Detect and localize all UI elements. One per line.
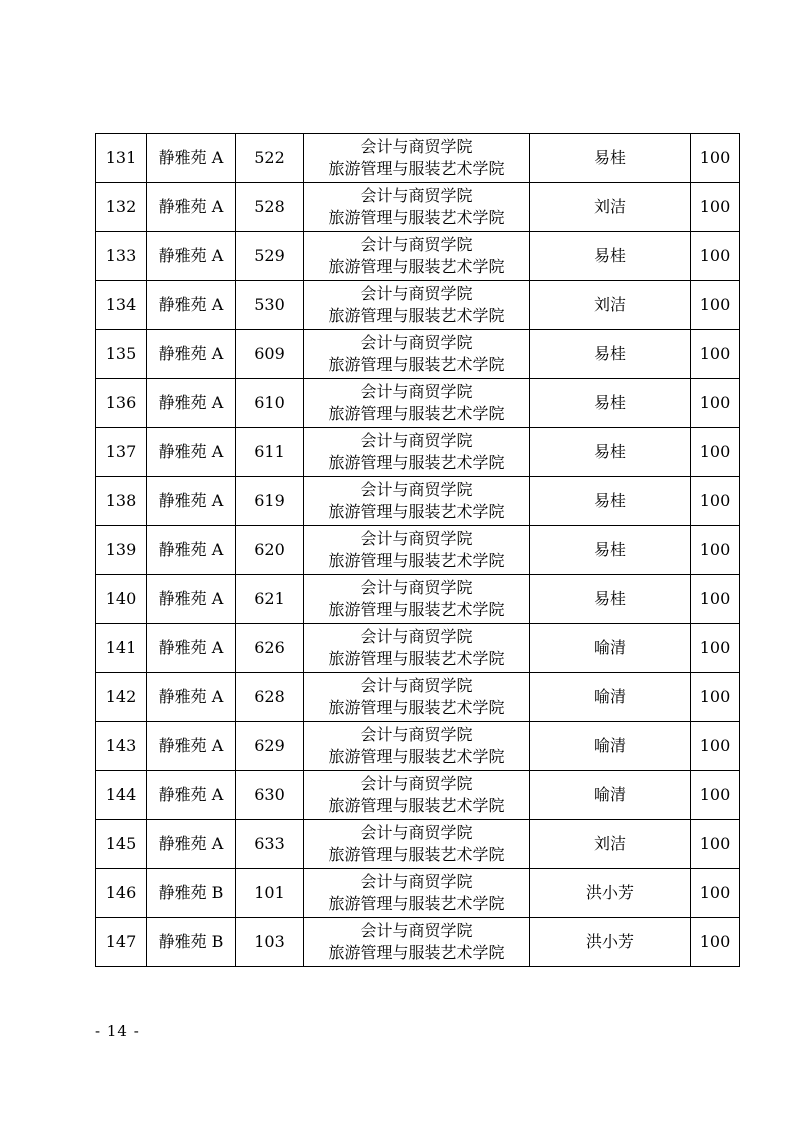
room-number-cell: 628: [236, 673, 304, 722]
building-cell: 静雅苑 A: [147, 820, 236, 869]
inspector-cell: 刘洁: [530, 281, 691, 330]
row-number-cell: 141: [96, 624, 147, 673]
room-number-cell: 621: [236, 575, 304, 624]
room-number-cell: 620: [236, 526, 304, 575]
row-number-cell: 132: [96, 183, 147, 232]
inspector-cell: 易桂: [530, 477, 691, 526]
row-number-cell: 147: [96, 918, 147, 967]
score-cell: 100: [691, 428, 740, 477]
building-cell: 静雅苑 A: [147, 771, 236, 820]
inspector-cell: 易桂: [530, 330, 691, 379]
college-cell: [304, 624, 530, 673]
college-line-2: 旅游管理与服装艺术学院: [328, 453, 505, 472]
college-line-2: 旅游管理与服装艺术学院: [328, 551, 505, 570]
row-number-cell: 144: [96, 771, 147, 820]
inspector-cell: 易桂: [530, 428, 691, 477]
college-cell: [304, 918, 530, 967]
college-line-1: 会计与商贸学院: [360, 725, 473, 744]
row-number-cell: 137: [96, 428, 147, 477]
inspector-cell: 刘洁: [530, 820, 691, 869]
score-cell: 100: [691, 183, 740, 232]
inspector-cell: 洪小芳: [530, 918, 691, 967]
college-line-1: 会计与商贸学院: [360, 186, 473, 205]
table-row: [96, 330, 740, 379]
score-cell: 100: [691, 330, 740, 379]
college-line-2: 旅游管理与服装艺术学院: [328, 747, 505, 766]
table-row: [96, 379, 740, 428]
college-line-1: 会计与商贸学院: [360, 921, 473, 940]
building-cell: 静雅苑 A: [147, 624, 236, 673]
inspector-cell: 易桂: [530, 134, 691, 183]
score-cell: 100: [691, 232, 740, 281]
college-line-2: 旅游管理与服装艺术学院: [328, 845, 505, 864]
table-row: [96, 624, 740, 673]
room-number-cell: 529: [236, 232, 304, 281]
inspector-cell: 易桂: [530, 526, 691, 575]
college-cell: [304, 869, 530, 918]
table-row: [96, 869, 740, 918]
inspector-cell: 洪小芳: [530, 869, 691, 918]
room-number-cell: 609: [236, 330, 304, 379]
building-cell: 静雅苑 A: [147, 281, 236, 330]
building-cell: 静雅苑 A: [147, 428, 236, 477]
college-cell: [304, 673, 530, 722]
row-number-cell: 145: [96, 820, 147, 869]
college-line-2: 旅游管理与服装艺术学院: [328, 257, 505, 276]
building-cell: 静雅苑 A: [147, 232, 236, 281]
building-cell: 静雅苑 A: [147, 134, 236, 183]
row-number-cell: 134: [96, 281, 147, 330]
row-number-cell: 139: [96, 526, 147, 575]
college-line-1: 会计与商贸学院: [360, 529, 473, 548]
row-number-cell: 135: [96, 330, 147, 379]
building-cell: 静雅苑 B: [147, 869, 236, 918]
table-row: [96, 134, 740, 183]
college-cell: [304, 428, 530, 477]
college-line-1: 会计与商贸学院: [360, 823, 473, 842]
table-body: [96, 134, 740, 967]
dormitory-score-table: [95, 133, 740, 967]
score-cell: 100: [691, 722, 740, 771]
room-number-cell: 522: [236, 134, 304, 183]
inspector-cell: 易桂: [530, 232, 691, 281]
college-line-1: 会计与商贸学院: [360, 774, 473, 793]
college-cell: [304, 330, 530, 379]
room-number-cell: 103: [236, 918, 304, 967]
college-line-1: 会计与商贸学院: [360, 382, 473, 401]
college-cell: [304, 134, 530, 183]
room-number-cell: 630: [236, 771, 304, 820]
building-cell: 静雅苑 A: [147, 722, 236, 771]
page-number: - 14 -: [95, 1022, 140, 1040]
score-cell: 100: [691, 526, 740, 575]
table-row: [96, 918, 740, 967]
score-cell: 100: [691, 820, 740, 869]
college-line-2: 旅游管理与服装艺术学院: [328, 796, 505, 815]
room-number-cell: 619: [236, 477, 304, 526]
college-cell: [304, 820, 530, 869]
row-number-cell: 143: [96, 722, 147, 771]
inspector-cell: 易桂: [530, 575, 691, 624]
college-line-2: 旅游管理与服装艺术学院: [328, 649, 505, 668]
inspector-cell: 易桂: [530, 379, 691, 428]
building-cell: 静雅苑 A: [147, 379, 236, 428]
score-cell: 100: [691, 771, 740, 820]
table-row: [96, 526, 740, 575]
room-number-cell: 626: [236, 624, 304, 673]
building-cell: 静雅苑 A: [147, 673, 236, 722]
table-row: [96, 477, 740, 526]
inspector-cell: 刘洁: [530, 183, 691, 232]
row-number-cell: 146: [96, 869, 147, 918]
building-cell: 静雅苑 A: [147, 526, 236, 575]
college-line-2: 旅游管理与服装艺术学院: [328, 159, 505, 178]
building-cell: 静雅苑 B: [147, 918, 236, 967]
college-cell: [304, 183, 530, 232]
college-line-1: 会计与商贸学院: [360, 284, 473, 303]
college-line-2: 旅游管理与服装艺术学院: [328, 355, 505, 374]
table-row: [96, 428, 740, 477]
inspector-cell: 喻清: [530, 722, 691, 771]
college-line-1: 会计与商贸学院: [360, 235, 473, 254]
score-cell: 100: [691, 477, 740, 526]
college-cell: [304, 477, 530, 526]
room-number-cell: 610: [236, 379, 304, 428]
college-line-1: 会计与商贸学院: [360, 431, 473, 450]
room-number-cell: 528: [236, 183, 304, 232]
score-cell: 100: [691, 673, 740, 722]
score-cell: 100: [691, 624, 740, 673]
college-cell: [304, 771, 530, 820]
building-cell: 静雅苑 A: [147, 477, 236, 526]
college-line-1: 会计与商贸学院: [360, 137, 473, 156]
table-row: [96, 771, 740, 820]
college-line-2: 旅游管理与服装艺术学院: [328, 208, 505, 227]
score-cell: 100: [691, 869, 740, 918]
building-cell: 静雅苑 A: [147, 575, 236, 624]
table-row: [96, 183, 740, 232]
score-cell: 100: [691, 134, 740, 183]
table-row: [96, 673, 740, 722]
building-cell: 静雅苑 A: [147, 183, 236, 232]
college-cell: [304, 281, 530, 330]
inspector-cell: 喻清: [530, 771, 691, 820]
college-line-2: 旅游管理与服装艺术学院: [328, 404, 505, 423]
room-number-cell: 633: [236, 820, 304, 869]
row-number-cell: 133: [96, 232, 147, 281]
college-line-2: 旅游管理与服装艺术学院: [328, 698, 505, 717]
college-cell: [304, 526, 530, 575]
room-number-cell: 611: [236, 428, 304, 477]
building-cell: 静雅苑 A: [147, 330, 236, 379]
table-row: [96, 575, 740, 624]
score-cell: 100: [691, 281, 740, 330]
college-line-1: 会计与商贸学院: [360, 627, 473, 646]
college-line-1: 会计与商贸学院: [360, 676, 473, 695]
college-line-1: 会计与商贸学院: [360, 578, 473, 597]
row-number-cell: 136: [96, 379, 147, 428]
room-number-cell: 629: [236, 722, 304, 771]
college-line-2: 旅游管理与服装艺术学院: [328, 894, 505, 913]
college-line-1: 会计与商贸学院: [360, 333, 473, 352]
college-cell: [304, 379, 530, 428]
table-row: [96, 722, 740, 771]
score-cell: 100: [691, 379, 740, 428]
row-number-cell: 138: [96, 477, 147, 526]
row-number-cell: 140: [96, 575, 147, 624]
table-row: [96, 281, 740, 330]
college-line-2: 旅游管理与服装艺术学院: [328, 600, 505, 619]
room-number-cell: 101: [236, 869, 304, 918]
college-line-2: 旅游管理与服装艺术学院: [328, 306, 505, 325]
college-line-1: 会计与商贸学院: [360, 872, 473, 891]
row-number-cell: 131: [96, 134, 147, 183]
room-number-cell: 530: [236, 281, 304, 330]
college-cell: [304, 722, 530, 771]
table-row: [96, 232, 740, 281]
college-cell: [304, 232, 530, 281]
college-line-1: 会计与商贸学院: [360, 480, 473, 499]
row-number-cell: 142: [96, 673, 147, 722]
college-line-2: 旅游管理与服装艺术学院: [328, 502, 505, 521]
inspector-cell: 喻清: [530, 624, 691, 673]
college-line-2: 旅游管理与服装艺术学院: [328, 943, 505, 962]
college-cell: [304, 575, 530, 624]
score-cell: 100: [691, 575, 740, 624]
inspector-cell: 喻清: [530, 673, 691, 722]
table-row: [96, 820, 740, 869]
score-cell: 100: [691, 918, 740, 967]
